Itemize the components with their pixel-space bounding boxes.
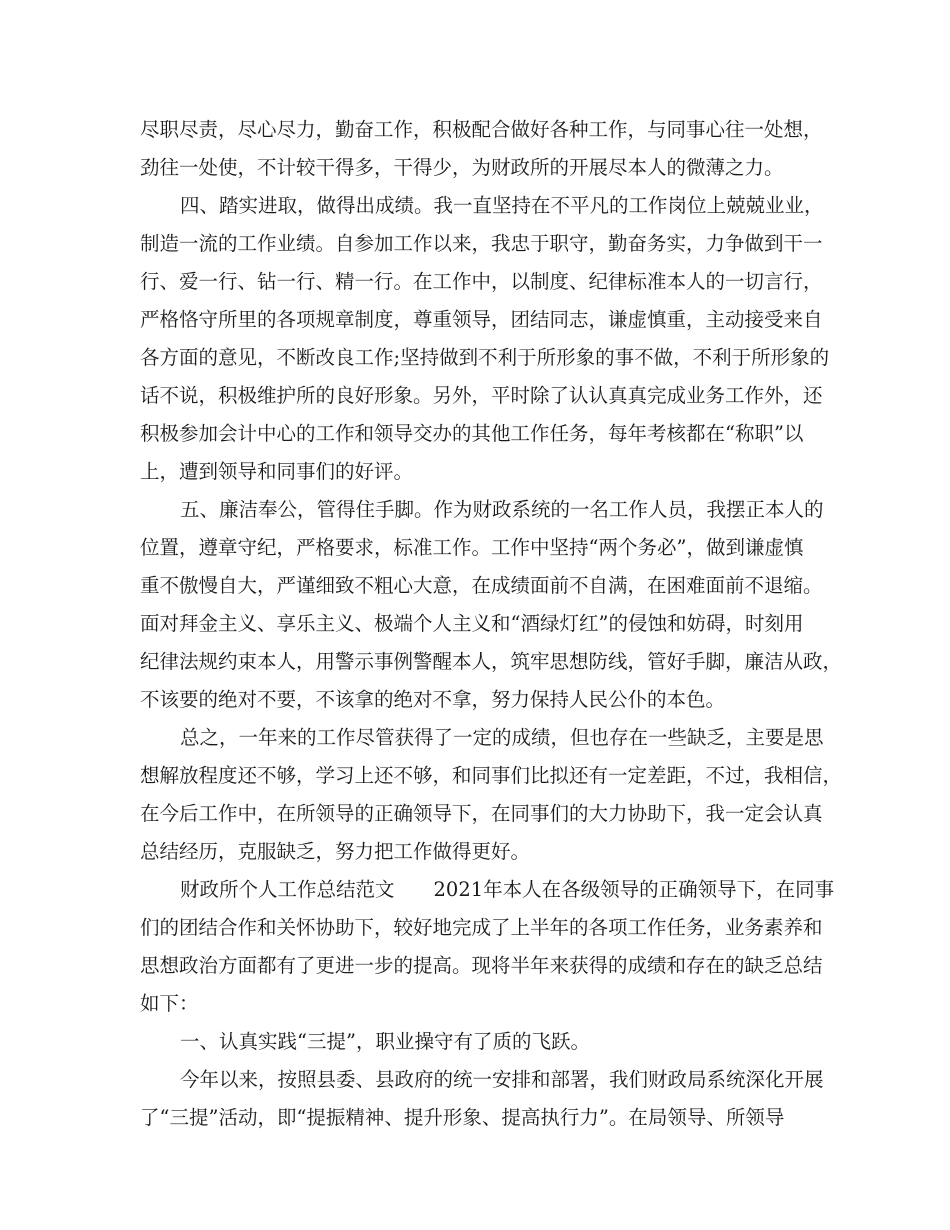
text-line: 劲往一处使，不计较干得多，干得少，为财政所的开展尽本人的微薄之力。 bbox=[140, 156, 784, 179]
text-line: 重不傲慢自大，严谨细致不粗心大意，在成绩面前不自满，在困难面前不退缩。 bbox=[140, 574, 823, 597]
text-line: 们的团结合作和关怀协助下，较好地完成了上半年的各项工作任务，业务素养和 bbox=[140, 916, 823, 939]
text-line: 思想政治方面都有了更进一步的提高。现将半年来获得的成绩和存在的缺乏总结 bbox=[140, 954, 823, 977]
paragraph-heading-5: 五、廉洁奉公，管得住手脚。作为财政系统的一名工作人员，我摆正本人的 bbox=[180, 498, 824, 521]
section-heading-1: 一、认真实践“三提”，职业操守有了质的飞跃。 bbox=[180, 1030, 590, 1053]
text-line: 想解放程度还不够，学习上还不够，和同事们比拟还有一定差距，不过，我相信， bbox=[140, 764, 843, 787]
text-line: 制造一流的工作业绩。自参加工作以来，我忠于职守，勤奋务实，力争做到干一 bbox=[140, 232, 823, 255]
text-line: 话不说，积极维护所的良好形象。另外，平时除了认认真真完成业务工作外，还 bbox=[140, 384, 823, 407]
paragraph-summary: 总之，一年来的工作尽管获得了一定的成绩，但也存在一些缺乏，主要是思 bbox=[180, 726, 824, 749]
text-line: 上，遭到领导和同事们的好评。 bbox=[140, 460, 414, 483]
text-line: 尽职尽责，尽心尽力，勤奋工作，积极配合做好各种工作，与同事心往一处想， bbox=[140, 118, 823, 141]
text-line: 行、爱一行、钻一行、精一行。在工作中，以制度、纪律标准本人的一切言行， bbox=[140, 270, 823, 293]
text-line: 不该要的绝对不要，不该拿的绝对不拿，努力保持人民公仆的本色。 bbox=[140, 688, 726, 711]
text-line: 了“三提”活动，即“提振精神、提升形象、提高执行力”。在局领导、所领导 bbox=[140, 1106, 785, 1129]
text-line: 面对拜金主义、享乐主义、极端个人主义和“酒绿灯红”的侵蚀和妨碍，时刻用 bbox=[140, 612, 804, 635]
paragraph-new-article: 财政所个人工作总结范文 2021年本人在各级领导的正确领导下，在同事 bbox=[180, 878, 835, 901]
text-line: 各方面的意见，不断改良工作;坚持做到不利于所形象的事不做，不利于所形象的 bbox=[140, 346, 830, 369]
text-line: 积极参加会计中心的工作和领导交办的其他工作任务，每年考核都在“称职”以 bbox=[140, 422, 804, 445]
text-line: 在今后工作中，在所领导的正确领导下，在同事们的大力协助下，我一定会认真 bbox=[140, 802, 823, 825]
paragraph-heading-4: 四、踏实进取，做得出成绩。我一直坚持在不平凡的工作岗位上兢兢业业， bbox=[180, 194, 824, 217]
text-line: 纪律法规约束本人，用警示事例警醒本人，筑牢思想防线，管好手脚，廉洁从政， bbox=[140, 650, 843, 673]
paragraph-start: 今年以来，按照县委、县政府的统一安排和部署，我们财政局系统深化开展 bbox=[180, 1068, 824, 1091]
text-line: 如下： bbox=[140, 992, 199, 1015]
text-line: 位置，遵章守纪，严格要求，标准工作。工作中坚持“两个务必”，做到谦虚慎 bbox=[140, 536, 804, 559]
text-line: 严格恪守所里的各项规章制度，尊重领导，团结同志，谦虚慎重，主动接受来自 bbox=[140, 308, 823, 331]
text-line: 总结经历，克服缺乏，努力把工作做得更好。 bbox=[140, 840, 531, 863]
